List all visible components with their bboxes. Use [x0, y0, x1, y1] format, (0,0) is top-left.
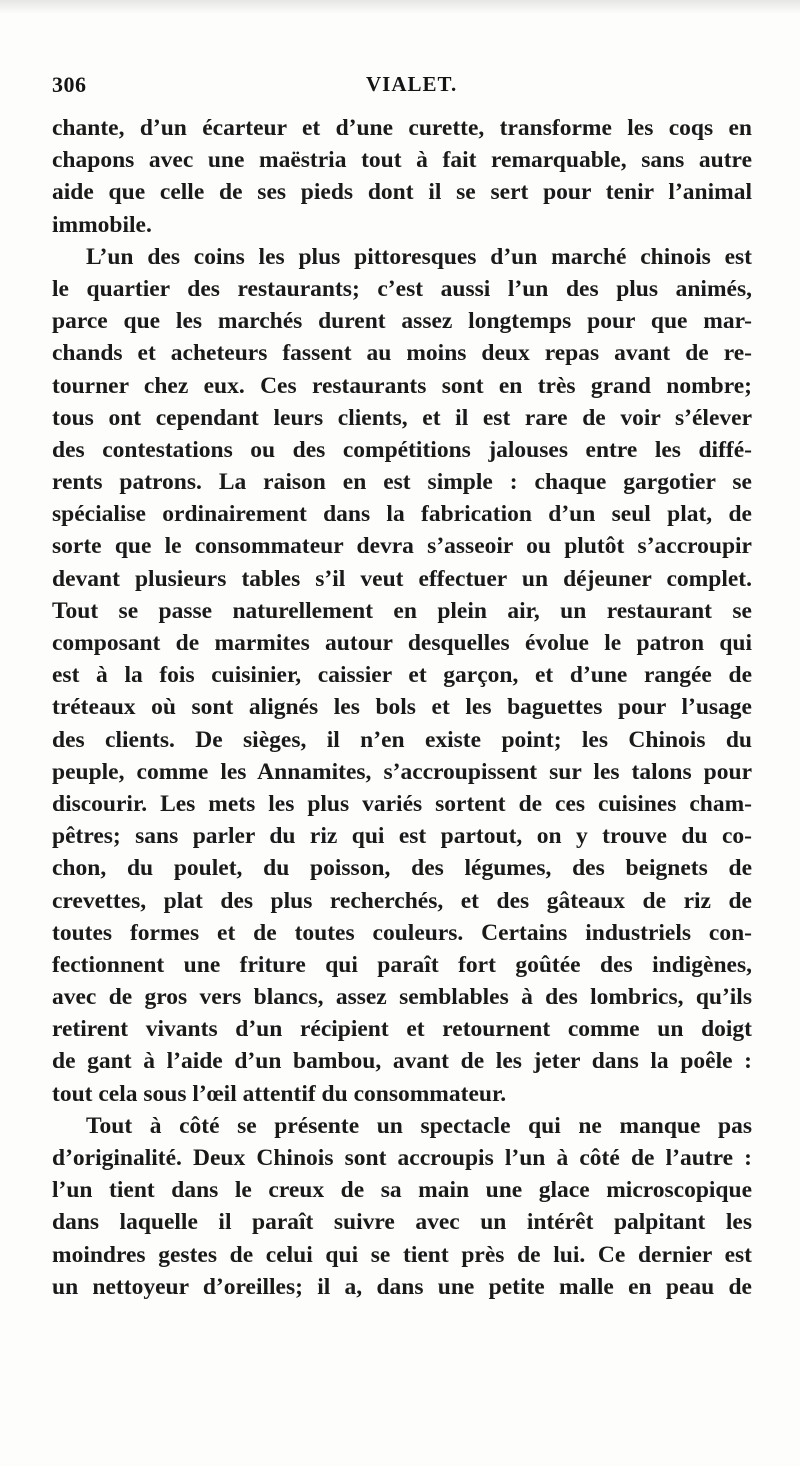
text-line: L’un des coins les plus pittoresques d’un marché chinois est	[86, 243, 752, 270]
text-line: le quartier des restaurants; c’est aussi l’un des plus animés,	[52, 275, 752, 302]
text-line: dans laquelle il paraît suivre avec un intérêt palpitant les	[52, 1209, 752, 1236]
text-line: des contestations ou des compétitions jalouses entre les diffé-	[52, 436, 752, 463]
body-text	[52, 112, 752, 1303]
text-line: parce que les marchés durent assez longtemps pour que mar-	[52, 308, 752, 335]
text-line: chante, d’un écarteur et d’une curette, transforme les coqs en	[52, 115, 752, 141]
text-line: immobile.	[52, 211, 152, 238]
text-line: retirent vivants d’un récipient et retournent comme un doigt	[52, 1016, 752, 1043]
text-line: peuple, comme les Annamites, s’accroupissent sur les talons pour	[52, 758, 752, 785]
page-top-shadow	[0, 0, 800, 14]
text-line: spécialise ordinairement dans la fabrication d’un seul plat, de	[52, 501, 752, 528]
text-line: tréteaux où sont alignés les bols et les baguettes pour l’usage	[52, 694, 752, 721]
text-line: crevettes, plat des plus recherchés, et des gâteaux de riz de	[52, 887, 752, 914]
page-number: 306	[52, 72, 87, 97]
text-line: Tout se passe naturellement en plein air, un restaurant se	[52, 597, 752, 624]
text-line: tout cela sous l’œil attentif du consommateur.	[52, 1080, 507, 1107]
text-line: composant de marmites autour desquelles évolue le patron qui	[52, 630, 752, 656]
text-line: des clients. De sièges, il n’en existe point; les Chinois du	[52, 726, 752, 753]
text-line: avec de gros vers blancs, assez semblables à des lombrics, qu’ils	[52, 984, 752, 1011]
text-line: chapons avec une maëstria tout à fait remarquable, sans autre	[52, 147, 752, 174]
text-line: tous ont cependant leurs clients, et il est rare de voir s’élever	[52, 404, 752, 431]
page-header	[52, 72, 752, 102]
text-line: discourir. Les mets les plus variés sortent de ces cuisines cham-	[52, 790, 752, 817]
text-line: Tout à côté se présente un spectacle qui ne manque pas	[86, 1112, 752, 1139]
text-line: d’originalité. Deux Chinois sont accroupis l’un à côté de l’autre :	[52, 1145, 752, 1171]
text-line: l’un tient dans le creux de sa main une glace microscopique	[52, 1177, 752, 1204]
text-line: toutes formes et de toutes couleurs. Certains industriels con-	[52, 919, 752, 946]
text-line: moindres gestes de celui qui se tient près de lui. Ce dernier est	[52, 1241, 752, 1268]
running-head: VIALET.	[366, 72, 458, 96]
text-line: sorte que le consommateur devra s’asseoir ou plutôt s’accroupir	[52, 533, 752, 560]
text-line: de gant à l’aide d’un bambou, avant de les jeter dans la poêle :	[52, 1048, 752, 1075]
text-line: un nettoyeur d’oreilles; il a, dans une petite malle en peau de	[52, 1273, 752, 1300]
text-line: devant plusieurs tables s’il veut effectuer un déjeuner complet.	[52, 565, 752, 592]
text-line: chon, du poulet, du poisson, des légumes, des beignets de	[52, 855, 752, 882]
text-line: aide que celle de ses pieds dont il se sert pour tenir l’animal	[52, 179, 752, 206]
text-line: pêtres; sans parler du riz qui est partout, on y trouve du co-	[52, 823, 752, 850]
text-line: rents patrons. La raison en est simple : chaque gargotier se	[52, 469, 752, 496]
text-line: chands et acheteurs fassent au moins deux repas avant de re-	[52, 340, 752, 367]
text-line: est à la fois cuisinier, caissier et garçon, et d’une rangée de	[52, 662, 752, 689]
text-line: tourner chez eux. Ces restaurants sont en très grand nombre;	[52, 372, 752, 399]
text-line: fectionnent une friture qui paraît fort goûtée des indigènes,	[52, 951, 752, 978]
